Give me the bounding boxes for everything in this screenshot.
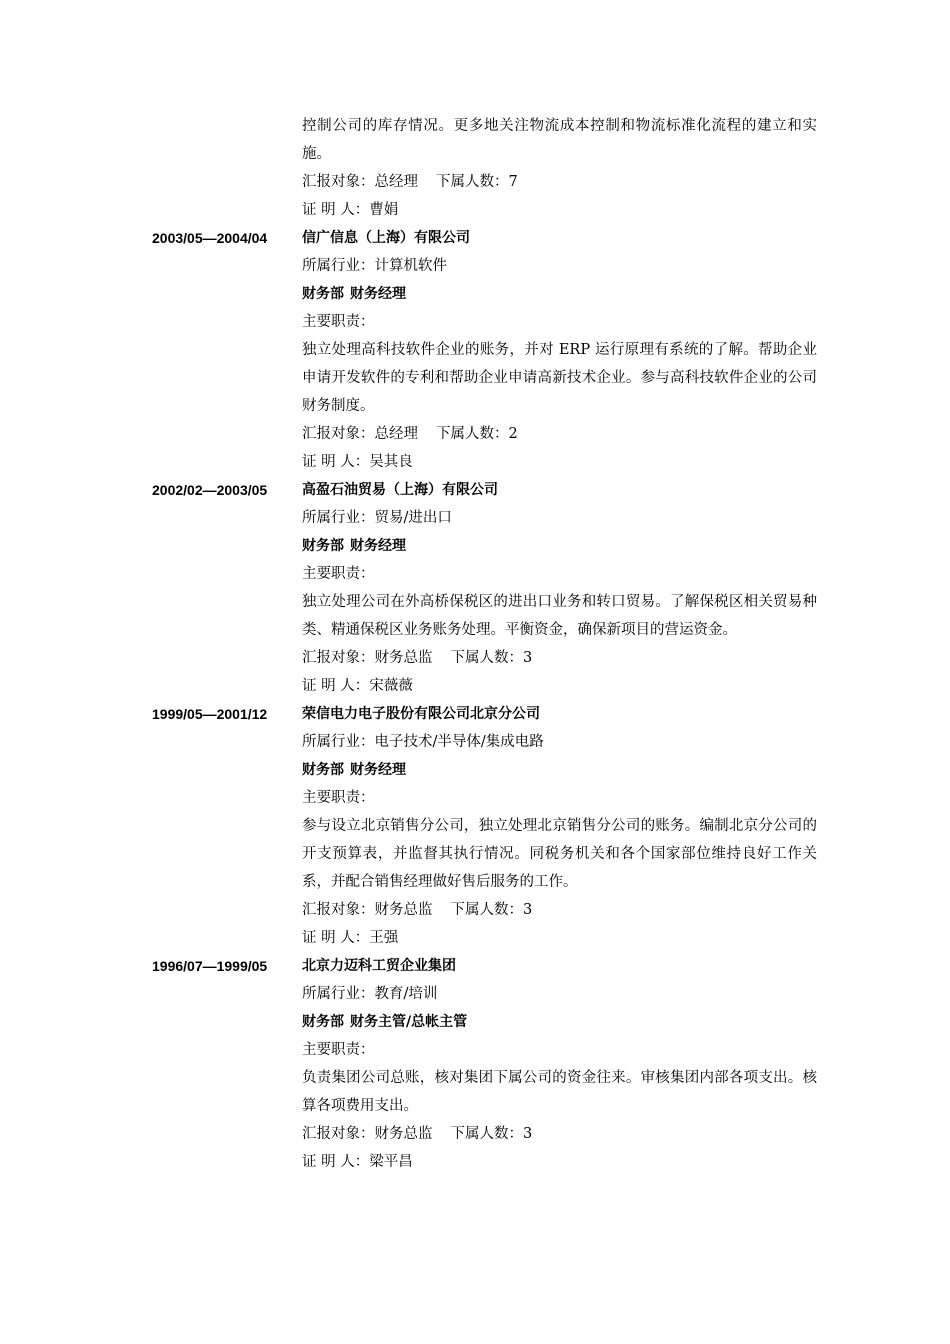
witness-label: 证 明 人： xyxy=(302,678,370,694)
subordinates-label: 下属人数： xyxy=(450,1126,523,1142)
witness-line xyxy=(302,924,817,952)
subordinates-count: 3 xyxy=(523,650,533,666)
company-name: 北京力迈科工贸企业集团 xyxy=(302,958,456,974)
job-period: 2003/05—2004/04 xyxy=(152,230,268,246)
company-name: 高盈石油贸易（上海）有限公司 xyxy=(302,482,498,498)
witness-label: 证 明 人： xyxy=(302,202,370,218)
witness-name: 宋薇薇 xyxy=(369,678,413,694)
previous-entry-continuation xyxy=(302,112,817,224)
job-entry xyxy=(0,476,950,700)
duties-label: 主要职责： xyxy=(302,314,375,330)
witness-name: 王强 xyxy=(369,930,399,946)
industry-label: 所属行业： xyxy=(302,734,375,750)
duty-text: 参与设立北京销售分公司，独立处理北京销售分公司的账务。编制北京分公司的开支预算表，并监督其执行情况。同税务机关和各个国家部位维持良好工作关系，并配合销售经理做好售后服务的工作。 xyxy=(302,818,817,890)
industry-line xyxy=(302,504,817,532)
report-to: 总经理 xyxy=(374,426,418,442)
subordinates-label: 下属人数： xyxy=(450,902,523,918)
witness-line xyxy=(302,448,817,476)
industry-value: 贸易/进出口 xyxy=(374,510,452,526)
job-entry xyxy=(0,700,950,952)
report-label: 汇报对象： xyxy=(302,650,375,666)
report-line xyxy=(302,1120,817,1148)
duty-text: 独立处理高科技软件企业的账务，并对 ERP 运行原理有系统的了解。帮助企业申请开发软件的专利和帮助企业申请高新技术企业。参与高科技软件企业的公司财务制度。 xyxy=(302,342,817,414)
company-name: 荣信电力电子股份有限公司北京分公司 xyxy=(302,706,540,722)
industry-value: 教育/培训 xyxy=(374,986,438,1002)
job-period: 2002/02—2003/05 xyxy=(152,482,268,498)
subordinates-count: 7 xyxy=(508,174,518,190)
subordinates-count: 3 xyxy=(523,1126,533,1142)
report-to: 财务总监 xyxy=(374,1126,433,1142)
industry-value: 电子技术/半导体/集成电路 xyxy=(374,734,544,750)
report-line xyxy=(302,420,817,448)
report-label: 汇报对象： xyxy=(302,426,375,442)
position: 财务主管/总帐主管 xyxy=(350,1014,468,1030)
duty-text: 独立处理公司在外高桥保税区的进出口业务和转口贸易。了解保税区相关贸易种类、精通保税区业务账务处理。平衡资金，确保新项目的营运资金。 xyxy=(302,594,817,638)
industry-label: 所属行业： xyxy=(302,258,375,274)
position: 财务经理 xyxy=(350,286,406,302)
industry-line xyxy=(302,980,817,1008)
department: 财务部 xyxy=(302,762,344,778)
industry-line xyxy=(302,728,817,756)
report-to: 总经理 xyxy=(374,174,418,190)
witness-label: 证 明 人： xyxy=(302,930,370,946)
job-period: 1996/07—1999/05 xyxy=(152,958,268,974)
report-label: 汇报对象： xyxy=(302,902,375,918)
report-line xyxy=(302,644,817,672)
subordinates-label: 下属人数： xyxy=(450,650,523,666)
industry-label: 所属行业： xyxy=(302,510,375,526)
report-label: 汇报对象： xyxy=(302,174,375,190)
report-label: 汇报对象： xyxy=(302,1126,375,1142)
report-line xyxy=(302,168,817,196)
report-to: 财务总监 xyxy=(374,902,433,918)
department-position xyxy=(302,756,817,784)
duties-label: 主要职责： xyxy=(302,566,375,582)
department-position xyxy=(302,1008,817,1036)
department: 财务部 xyxy=(302,286,344,302)
company-name: 信广信息（上海）有限公司 xyxy=(302,230,470,246)
industry-value: 计算机软件 xyxy=(374,258,447,274)
duty-text: 控制公司的库存情况。更多地关注物流成本控制和物流标准化流程的建立和实施。 xyxy=(302,118,817,162)
job-entry xyxy=(0,224,950,476)
position: 财务经理 xyxy=(350,762,406,778)
department: 财务部 xyxy=(302,538,344,554)
witness-name: 梁平昌 xyxy=(369,1154,413,1170)
industry-label: 所属行业： xyxy=(302,986,375,1002)
witness-label: 证 明 人： xyxy=(302,454,370,470)
subordinates-label: 下属人数： xyxy=(436,174,509,190)
industry-line xyxy=(302,252,817,280)
department-position xyxy=(302,532,817,560)
witness-label: 证 明 人： xyxy=(302,1154,370,1170)
department-position xyxy=(302,280,817,308)
department: 财务部 xyxy=(302,1014,344,1030)
position: 财务经理 xyxy=(350,538,406,554)
witness-line xyxy=(302,196,817,224)
witness-name: 曹娟 xyxy=(369,202,399,218)
job-entry xyxy=(0,952,950,1176)
subordinates-count: 2 xyxy=(508,426,518,442)
witness-name: 吴其良 xyxy=(369,454,413,470)
duties-label: 主要职责： xyxy=(302,790,375,806)
report-to: 财务总监 xyxy=(374,650,433,666)
witness-line xyxy=(302,672,817,700)
job-period: 1999/05—2001/12 xyxy=(152,706,268,722)
subordinates-count: 3 xyxy=(523,902,533,918)
report-line xyxy=(302,896,817,924)
duty-text: 负责集团公司总账，核对集团下属公司的资金往来。审核集团内部各项支出。核算各项费用支出。 xyxy=(302,1070,817,1114)
witness-line xyxy=(302,1148,817,1176)
subordinates-label: 下属人数： xyxy=(436,426,509,442)
resume-work-history xyxy=(0,112,950,1176)
duties-label: 主要职责： xyxy=(302,1042,375,1058)
